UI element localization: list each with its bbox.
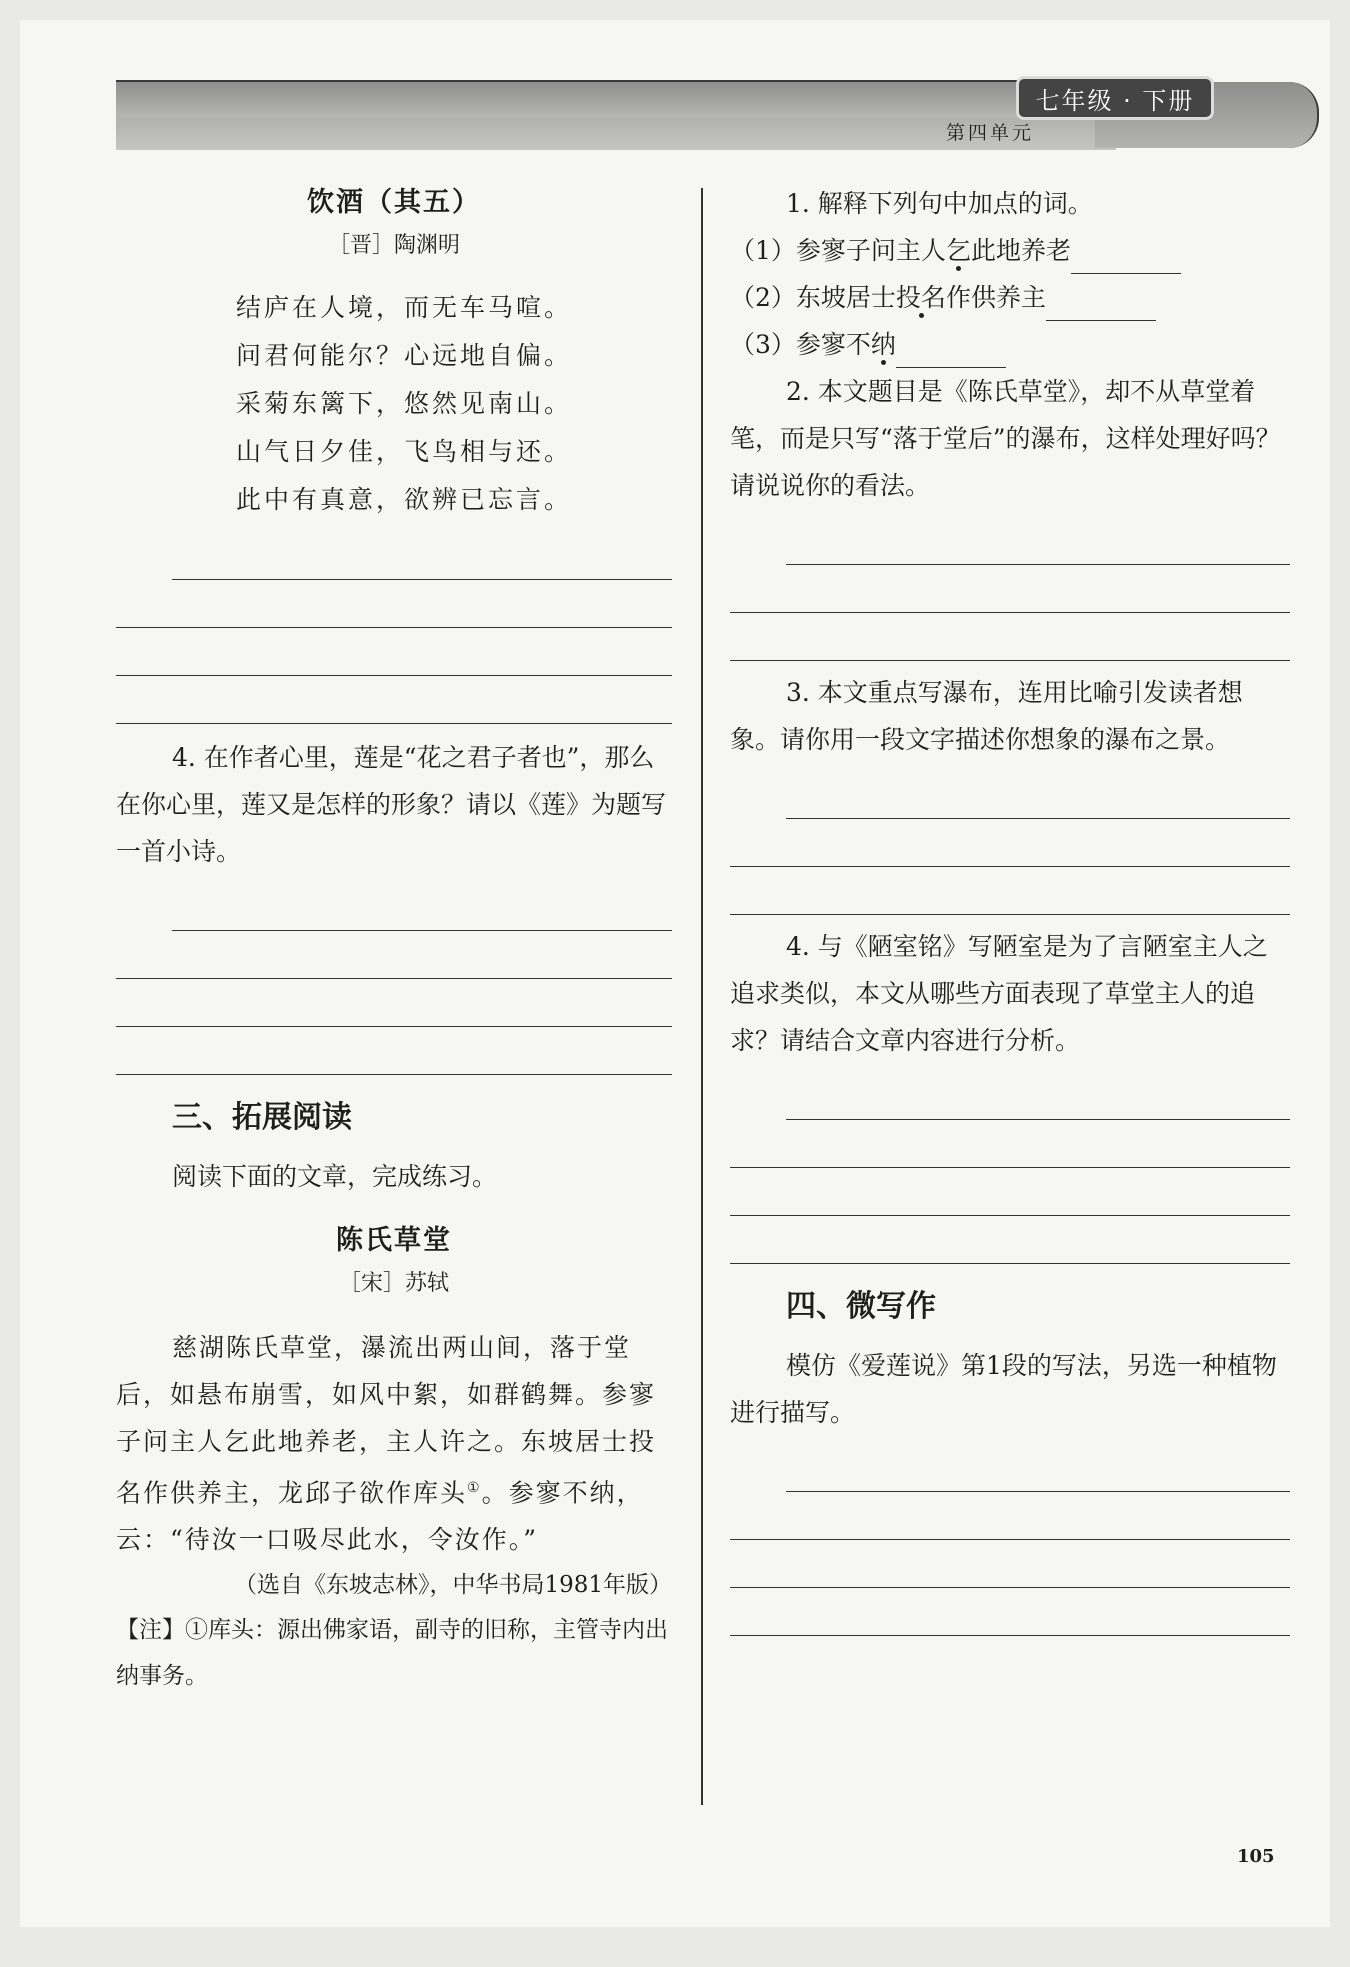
note-text: ①库头：源出佛家语，副寺的旧称，主管寺内出纳事务。 (116, 1617, 668, 1690)
poem-line: 此中有真意，欲辨已忘言。 (236, 485, 573, 514)
item-number: （2） (730, 283, 796, 312)
section-4-title: 四、微写作 (786, 1289, 936, 1324)
essay-body (116, 1324, 672, 1563)
question-1-intro: 1. 解释下列句中加点的词。 (786, 189, 1093, 218)
poem-line: 山气日夕佳，飞鸟相与还。 (236, 437, 573, 466)
fill-blank[interactable] (1071, 243, 1181, 274)
answer-line[interactable] (172, 532, 672, 580)
answer-lines-q2[interactable] (730, 517, 1290, 661)
answer-line[interactable] (730, 1216, 1290, 1264)
answer-line[interactable] (730, 1492, 1290, 1540)
essay-source: （选自《东坡志林》，中华书局1981年版） (233, 1572, 672, 1599)
page-number: 105 (1237, 1846, 1275, 1867)
right-column (730, 180, 1290, 1636)
question-1-item (730, 321, 1290, 368)
answer-line[interactable] (116, 628, 672, 676)
answer-line[interactable] (116, 676, 672, 724)
question-1-item (730, 274, 1290, 321)
question-2: 2. 本文题目是《陈氏草堂》，却不从草堂着笔，而是只写“落于堂后”的瀑布，这样处理好吗？请说说你的看法。 (730, 377, 1281, 500)
fill-blank[interactable] (896, 337, 1006, 368)
item-text: 此地养老 (970, 236, 1071, 265)
answer-line[interactable] (730, 613, 1290, 661)
poem-line: 结庐在人境，而无车马喧。 (236, 293, 573, 322)
left-column (116, 180, 672, 1699)
dotted-word: 乞 (945, 236, 971, 265)
answer-lines-writing[interactable] (730, 1444, 1290, 1636)
answer-line[interactable] (786, 1444, 1290, 1492)
answer-line[interactable] (786, 1072, 1290, 1120)
poem-title: 饮酒（其五） (307, 187, 481, 218)
section-4-prompt: 模仿《爱莲说》第1段的写法，另选一种植物进行描写。 (730, 1351, 1277, 1427)
footnote-mark: ① (467, 1480, 482, 1496)
answer-line[interactable] (786, 771, 1290, 819)
question-4-left: 4. 在作者心里，莲是“花之君子者也”，那么在你心里，莲又是怎样的形象？请以《莲》为题写一首小诗。 (116, 743, 667, 866)
answer-line[interactable] (786, 517, 1290, 565)
answer-line[interactable] (730, 1168, 1290, 1216)
fill-blank[interactable] (1046, 290, 1156, 321)
answer-lines-q4[interactable] (116, 883, 672, 1075)
note-label: 【注】 (116, 1617, 185, 1644)
answer-line[interactable] (730, 867, 1290, 915)
answer-lines-q3[interactable] (730, 771, 1290, 915)
item-text: 作供养主 (945, 283, 1046, 312)
unit-label: 第四单元 (945, 122, 1034, 144)
dotted-word: 纳 (870, 330, 896, 359)
grade-label: 七年级 · 下册 (1016, 76, 1214, 120)
answer-lines-q4-right[interactable] (730, 1072, 1290, 1264)
question-4-right: 4. 与《陋室铭》写陋室是为了言陋室主人之追求类似，本文从哪些方面表现了草堂主人的追求？请结合文章内容进行分析。 (730, 932, 1268, 1055)
item-number: （3） (730, 330, 796, 359)
answer-line[interactable] (730, 1588, 1290, 1636)
workbook-page (20, 20, 1330, 1927)
answer-line[interactable] (116, 1027, 672, 1075)
poem-body (116, 284, 672, 524)
answer-line[interactable] (116, 931, 672, 979)
column-divider (701, 188, 703, 1805)
answer-line[interactable] (116, 580, 672, 628)
section-3-title: 三、拓展阅读 (172, 1100, 352, 1135)
header-band (116, 80, 1116, 120)
poem-author: ［晋］陶渊明 (327, 233, 460, 258)
item-number: （1） (730, 236, 796, 265)
answer-line[interactable] (730, 565, 1290, 613)
essay-text-1: 慈湖陈氏草堂，瀑流出两山间，落于堂后，如悬布崩雪，如风中絮，如群鹤舞。参寥子问主人乞此地养老，主人许之。东坡居士投名作供养主，龙邱子欲作库头 (116, 1333, 657, 1508)
poem-line: 采菊东篱下，悠然见南山。 (236, 389, 573, 418)
answer-line[interactable] (172, 883, 672, 931)
question-3: 3. 本文重点写瀑布，连用比喻引发读者想象。请你用一段文字描述你想象的瀑布之景。 (730, 678, 1243, 754)
footnote (116, 1607, 672, 1699)
essay-author: ［宋］苏轼 (338, 1271, 449, 1296)
answer-line[interactable] (730, 1540, 1290, 1588)
dotted-word: 投名 (895, 283, 946, 312)
item-text: 东坡居士 (795, 283, 896, 312)
essay-title: 陈氏草堂 (336, 1225, 452, 1256)
item-text: 参寥子问主人 (795, 236, 946, 265)
section-3-intro: 阅读下面的文章，完成练习。 (172, 1162, 498, 1191)
answer-line[interactable] (730, 1120, 1290, 1168)
answer-line[interactable] (730, 819, 1290, 867)
answer-lines-poem[interactable] (116, 532, 672, 724)
question-1-item (730, 227, 1290, 274)
essay-text-2: 。参寥不纳，云：“待汝一口吸尽此水，令汝作。” (116, 1478, 644, 1555)
answer-line[interactable] (116, 979, 672, 1027)
item-text: 参寥不 (795, 330, 871, 359)
poem-line: 问君何能尔？心远地自偏。 (236, 341, 573, 370)
